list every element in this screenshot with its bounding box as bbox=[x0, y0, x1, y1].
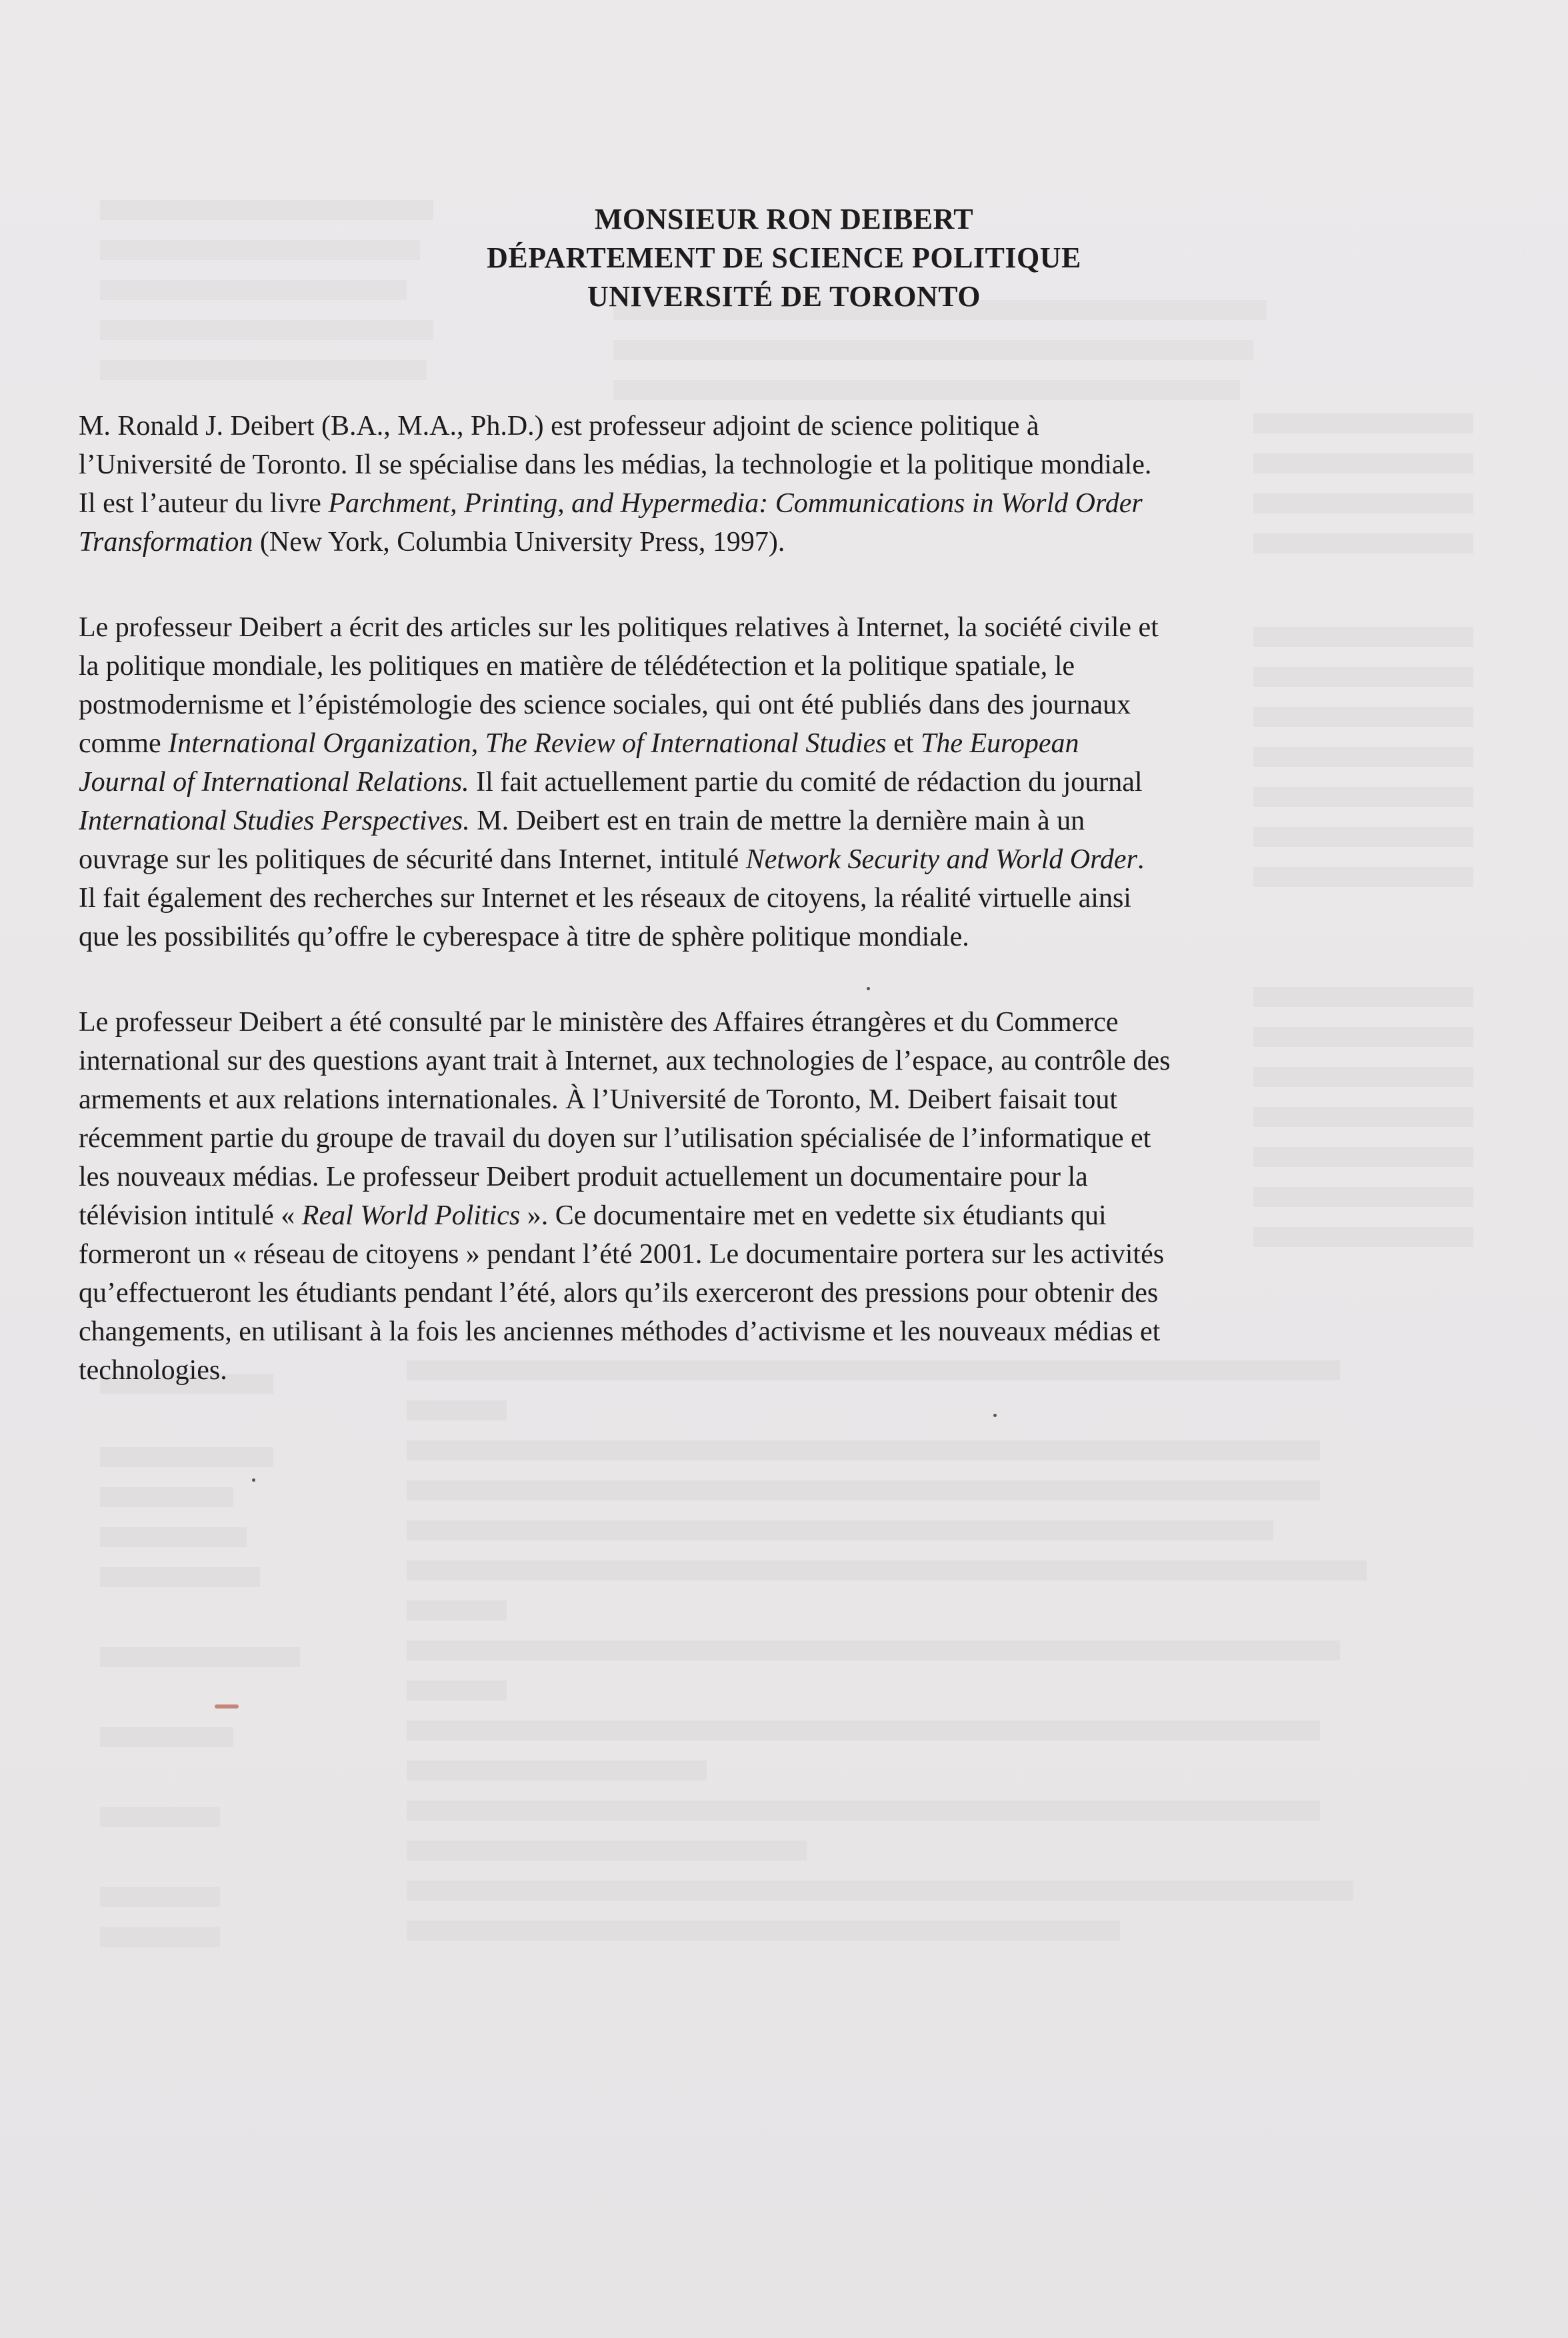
red-ink-mark bbox=[215, 1704, 239, 1708]
text-line: changements, en utilisant à la fois les anciennes méthodes d’activisme et les nouveaux médias et bbox=[79, 1316, 1161, 1347]
text-line bbox=[79, 523, 1412, 561]
paragraph-3 bbox=[79, 1003, 1412, 1390]
text-run: et bbox=[886, 728, 921, 759]
book-title: Network Security and World Order bbox=[745, 844, 1137, 875]
text-line bbox=[79, 724, 1412, 763]
speck bbox=[252, 1478, 255, 1482]
text-line bbox=[79, 763, 1412, 802]
journal-title: Journal of International Relations. bbox=[79, 767, 469, 798]
speck bbox=[867, 987, 870, 990]
text-line: armements et aux relations internationales. À l’Université de Toronto, M. Deibert faisait tout bbox=[79, 1084, 1118, 1115]
text-line: récemment partie du groupe de travail du doyen sur l’utilisation spécialisée de l’informatique et bbox=[79, 1123, 1151, 1154]
text-line: l’Université de Toronto. Il se spécialise dans les médias, la technologie et la politique mondiale. bbox=[79, 449, 1152, 480]
body-text bbox=[79, 407, 1412, 1436]
text-run: ouvrage sur les politiques de sécurité dans Internet, intitulé bbox=[79, 844, 746, 875]
journal-title: The Review of International Studies bbox=[485, 728, 887, 759]
text-line: technologies. bbox=[79, 1355, 227, 1386]
text-line bbox=[79, 840, 1412, 879]
paragraph-1 bbox=[79, 407, 1412, 561]
text-line bbox=[79, 1196, 1412, 1235]
heading-name: MONSIEUR RON DEIBERT bbox=[594, 203, 974, 235]
heading-department: DÉPARTEMENT DE SCIENCE POLITIQUE bbox=[487, 241, 1081, 274]
journal-title: International Organization, bbox=[168, 728, 479, 759]
paragraph-2 bbox=[79, 608, 1412, 956]
book-title: Transformation bbox=[79, 527, 253, 557]
text-run: Il est l’auteur du livre bbox=[79, 488, 329, 519]
text-run: Il fait actuellement partie du comité de rédaction du journal bbox=[469, 767, 1143, 798]
text-run: . bbox=[1137, 844, 1145, 875]
text-line: Il fait également des recherches sur Internet et les réseaux de citoyens, la réalité virtuelle ainsi bbox=[79, 883, 1131, 914]
text-line: postmodernisme et l’épistémologie des science sociales, qui ont été publiés dans des journaux bbox=[79, 690, 1131, 720]
journal-title: The European bbox=[920, 728, 1079, 759]
text-run: comme bbox=[79, 728, 169, 759]
letter-heading bbox=[0, 200, 1568, 316]
text-run bbox=[478, 728, 485, 759]
text-line: formeront un « réseau de citoyens » pendant l’été 2001. Le documentaire portera sur les activités bbox=[79, 1239, 1165, 1270]
text-line bbox=[79, 802, 1412, 840]
documentary-title: Real World Politics bbox=[301, 1200, 521, 1231]
text-run: (New York, Columbia University Press, 1997). bbox=[253, 527, 785, 557]
text-line: que les possibilités qu’offre le cyberespace à titre de sphère politique mondiale. bbox=[79, 922, 969, 952]
text-run: M. Deibert est en train de mettre la dernière main à un bbox=[469, 806, 1085, 836]
text-line bbox=[79, 484, 1412, 523]
text-line: Le professeur Deibert a écrit des articles sur les politiques relatives à Internet, la société civile et bbox=[79, 612, 1159, 643]
text-line: Le professeur Deibert a été consulté par le ministère des Affaires étrangères et du Commerce bbox=[79, 1007, 1119, 1038]
text-run: ». Ce documentaire met en vedette six étudiants qui bbox=[520, 1200, 1107, 1231]
speck bbox=[993, 1414, 997, 1417]
book-title: Parchment, Printing, and Hypermedia: Communications in World Order bbox=[328, 488, 1143, 519]
text-run: télévision intitulé « bbox=[79, 1200, 302, 1231]
journal-title: International Studies Perspectives. bbox=[79, 806, 470, 836]
text-line: qu’effectueront les étudiants pendant l’été, alors qu’ils exerceront des pressions pour obtenir des bbox=[79, 1278, 1159, 1308]
text-line: international sur des questions ayant trait à Internet, aux technologies de l’espace, au contrôle des bbox=[79, 1046, 1171, 1076]
text-line: la politique mondiale, les politiques en matière de télédétection et la politique spatiale, le bbox=[79, 651, 1075, 682]
text-line: les nouveaux médias. Le professeur Deibert produit actuellement un documentaire pour la bbox=[79, 1162, 1088, 1192]
text-line: M. Ronald J. Deibert (B.A., M.A., Ph.D.) est professeur adjoint de science politique à bbox=[79, 411, 1039, 441]
heading-university: UNIVERSITÉ DE TORONTO bbox=[587, 280, 981, 313]
